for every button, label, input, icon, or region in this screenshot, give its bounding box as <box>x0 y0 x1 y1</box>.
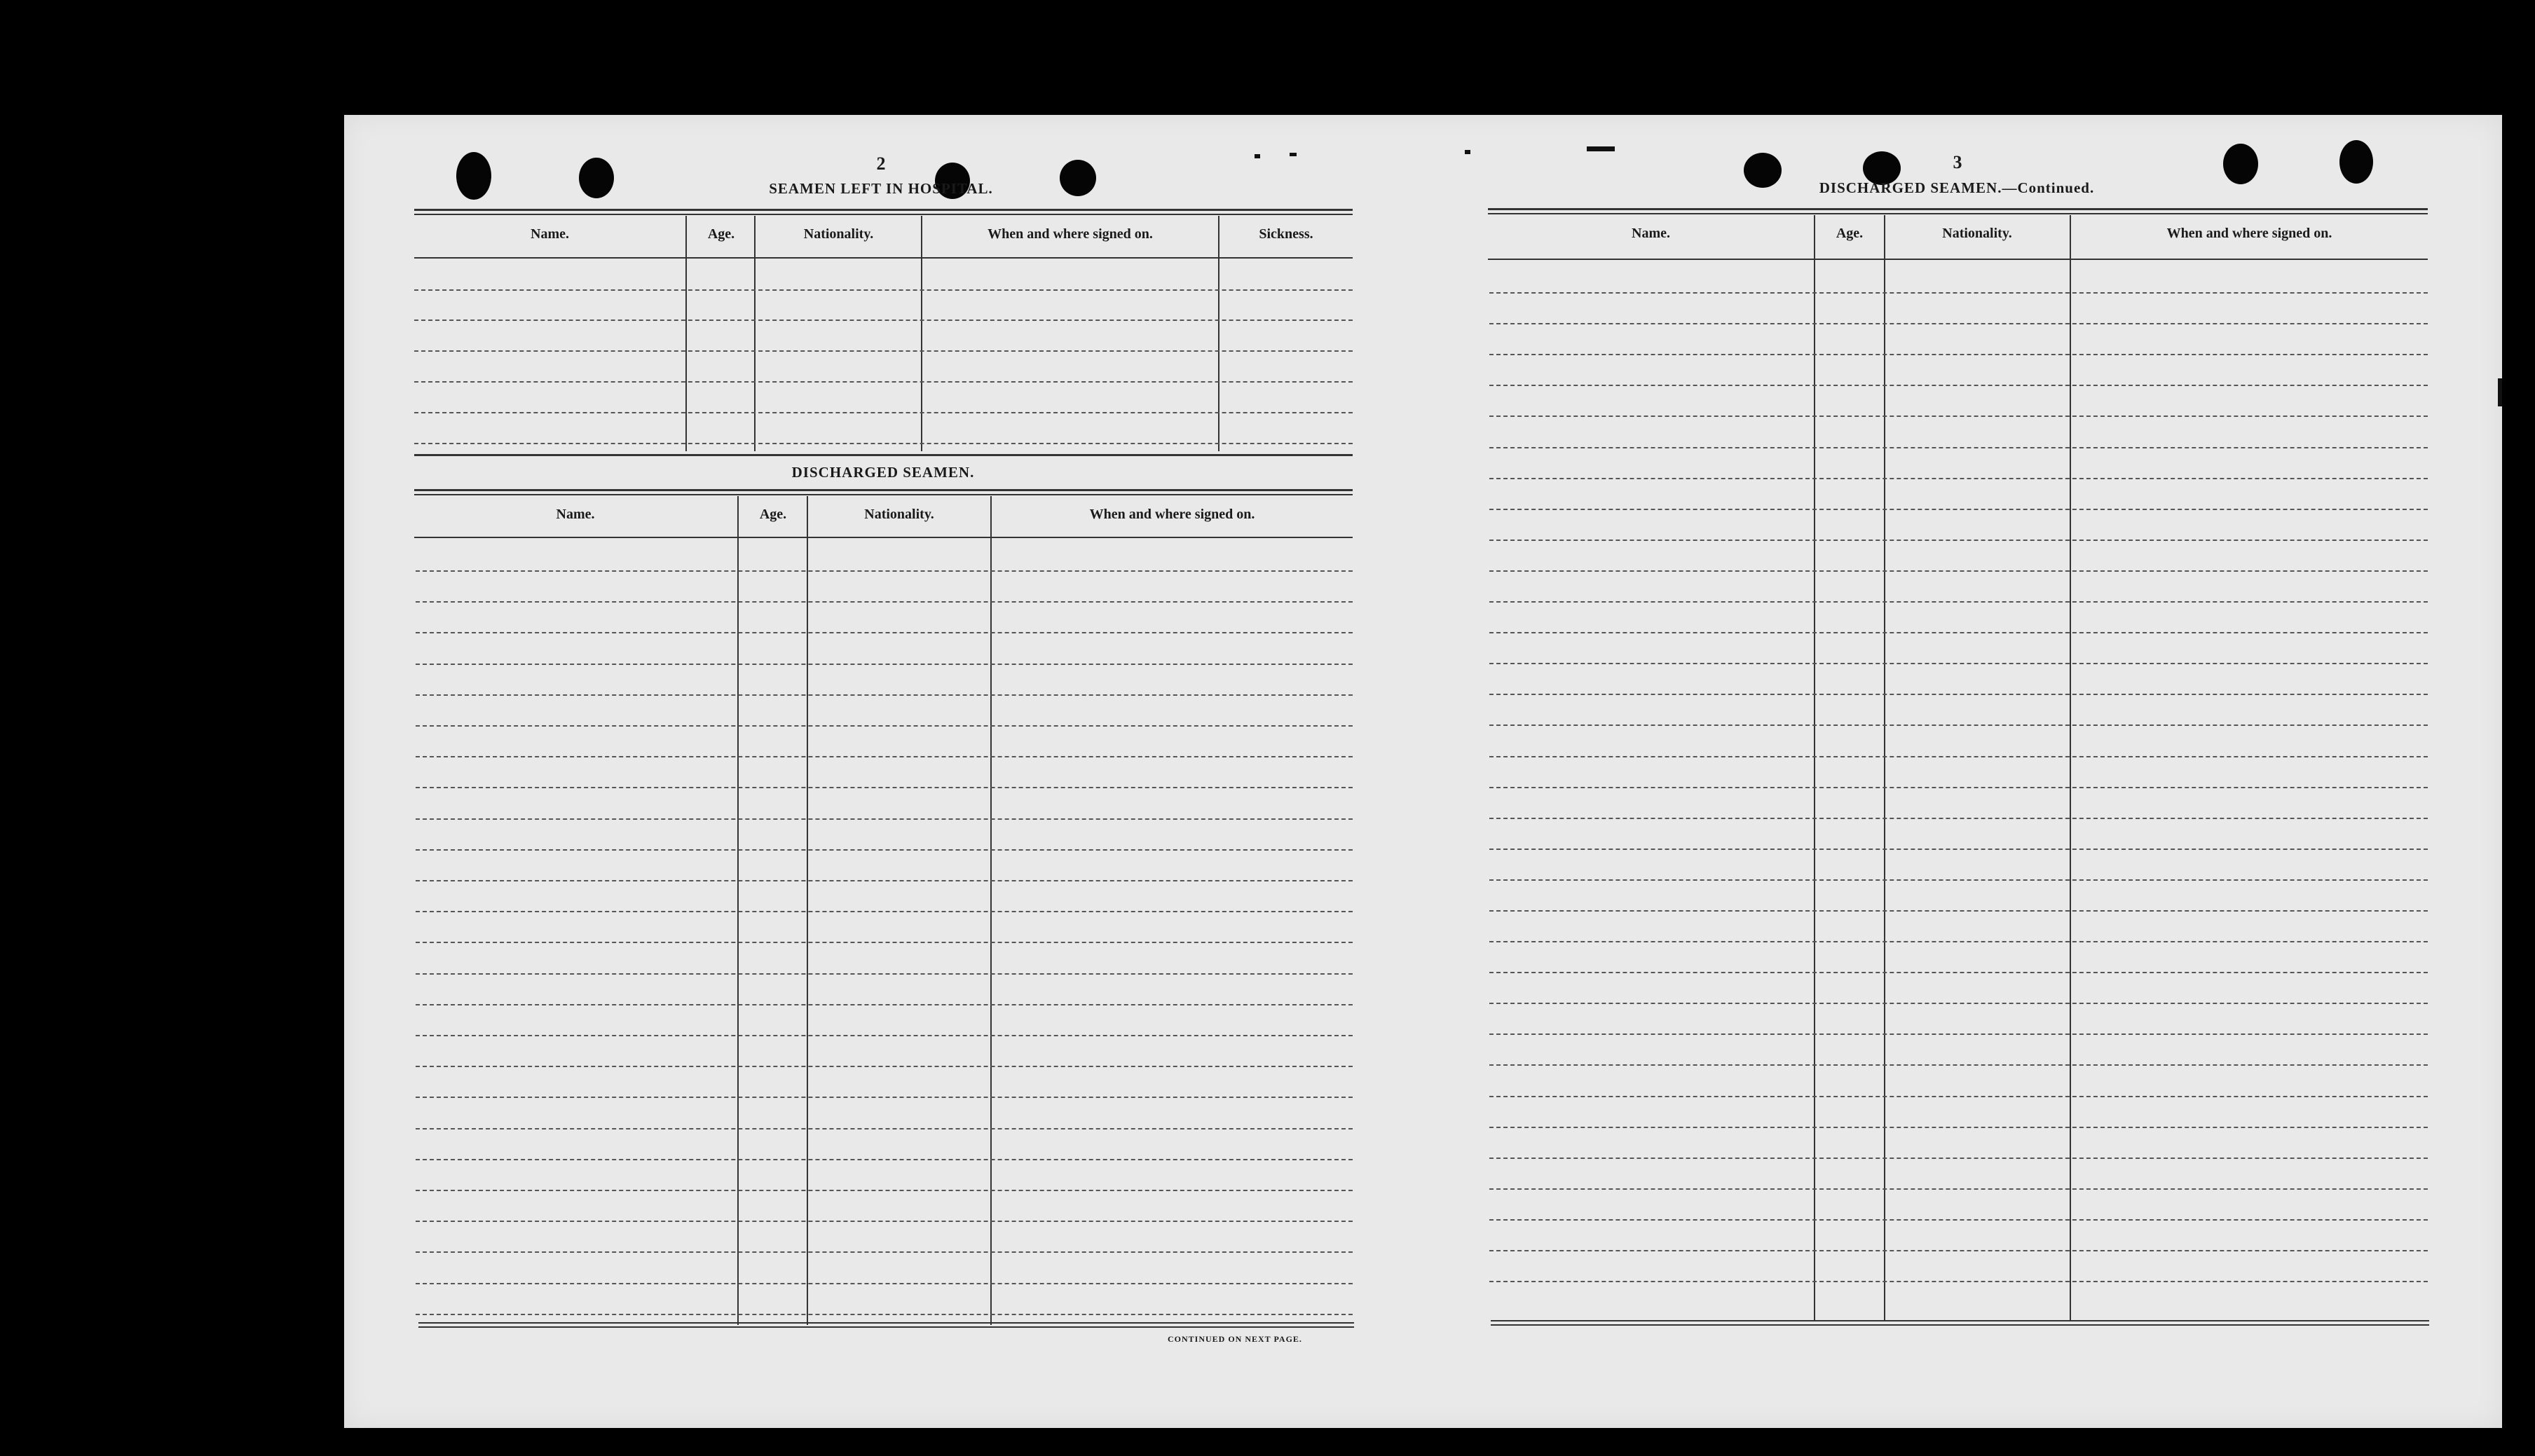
entry-line <box>1489 756 2428 757</box>
entry-line <box>1489 1250 2428 1251</box>
hospital-col-signed-on: When and where signed on. <box>988 226 1153 242</box>
entry-line <box>1489 1064 2428 1066</box>
ink-speck <box>1290 153 1297 156</box>
entry-line <box>416 1221 1353 1222</box>
right-col-age: Age. <box>1836 226 1864 241</box>
entry-line <box>1489 540 2428 541</box>
page-number-right: 3 <box>1953 152 1962 172</box>
page-number-left: 2 <box>876 153 886 174</box>
entry-line <box>1489 1127 2428 1128</box>
entry-line <box>416 942 1353 943</box>
entry-line <box>416 570 1353 572</box>
entry-line <box>1489 632 2428 633</box>
entry-line <box>416 601 1353 603</box>
ink-speck <box>1465 150 1470 154</box>
entry-line <box>1489 1219 2428 1221</box>
entry-line <box>416 1283 1353 1284</box>
entry-line <box>1489 787 2428 788</box>
entry-line <box>1489 1188 2428 1190</box>
discharged-section-title: DISCHARGED SEAMEN. <box>791 464 975 481</box>
rule <box>1491 1324 2429 1326</box>
entry-line <box>416 1097 1353 1098</box>
rule <box>414 489 1353 491</box>
header-rule <box>1488 259 2428 260</box>
entry-line <box>416 849 1353 851</box>
hospital-col-sickness: Sickness. <box>1259 226 1313 242</box>
entry-line <box>416 632 1353 633</box>
entry-line <box>1489 1281 2428 1282</box>
entry-line <box>1489 323 2428 324</box>
entry-line <box>416 973 1353 975</box>
rule <box>414 214 1353 215</box>
right-col-signed-on: When and where signed on. <box>2166 226 2332 241</box>
entry-line <box>414 350 1353 352</box>
entry-line <box>1489 910 2428 912</box>
punch-hole <box>2339 140 2373 184</box>
entry-line <box>1489 1033 2428 1035</box>
rule <box>414 494 1353 495</box>
entry-line <box>416 787 1353 788</box>
entry-line <box>1489 1158 2428 1159</box>
entry-line <box>416 1314 1353 1315</box>
continued-note: CONTINUED ON NEXT PAGE. <box>1168 1334 1302 1344</box>
column-divider <box>2070 215 2071 1321</box>
entry-line <box>1489 1003 2428 1004</box>
entry-line <box>1489 972 2428 973</box>
document-sheet <box>344 115 2502 1428</box>
entry-line <box>414 412 1353 413</box>
entry-line <box>1489 941 2428 942</box>
entry-line <box>414 289 1353 291</box>
entry-line <box>416 1004 1353 1005</box>
entry-line <box>1489 1096 2428 1097</box>
ink-speck <box>1587 146 1615 151</box>
column-divider <box>1814 215 1815 1321</box>
right-col-name: Name. <box>1632 226 1670 241</box>
header-rule <box>414 537 1353 538</box>
entry-line <box>1489 292 2428 294</box>
entry-line <box>416 664 1353 665</box>
rule <box>1488 213 2428 214</box>
entry-line <box>1489 601 2428 603</box>
entry-line <box>416 1128 1353 1129</box>
entry-line <box>1489 818 2428 819</box>
hospital-col-name: Name. <box>531 226 569 242</box>
column-divider <box>685 216 687 451</box>
punch-hole <box>456 152 491 200</box>
discharged-continued-title: DISCHARGED SEAMEN.—Continued. <box>1819 179 2095 196</box>
entry-line <box>1489 663 2428 664</box>
column-divider <box>754 216 756 451</box>
entry-line <box>416 1159 1353 1160</box>
entry-line <box>1489 724 2428 726</box>
hospital-col-nationality: Nationality. <box>803 226 874 242</box>
rule <box>414 209 1353 211</box>
entry-line <box>416 1066 1353 1067</box>
punch-hole <box>579 158 614 198</box>
entry-line <box>416 756 1353 757</box>
rule <box>414 454 1353 456</box>
entry-line <box>1489 879 2428 881</box>
entry-line <box>416 1035 1353 1036</box>
rule <box>1491 1320 2429 1321</box>
rule <box>418 1326 1354 1328</box>
entry-line <box>1489 354 2428 355</box>
entry-line <box>414 381 1353 383</box>
header-rule <box>414 257 1353 259</box>
rule <box>1488 208 2428 210</box>
discharged-col-age: Age. <box>759 507 787 522</box>
punch-hole <box>1744 153 1782 188</box>
entry-line <box>1489 849 2428 850</box>
punch-hole <box>2223 144 2258 184</box>
ink-speck <box>2498 378 2502 406</box>
hospital-section-title: SEAMEN LEFT IN HOSPITAL. <box>769 180 993 197</box>
punch-hole <box>1060 160 1096 196</box>
entry-line <box>1489 509 2428 510</box>
column-divider <box>1884 215 1885 1321</box>
ink-speck <box>1255 154 1260 158</box>
entry-line <box>416 911 1353 912</box>
entry-line <box>414 443 1353 444</box>
entry-line <box>1489 385 2428 386</box>
discharged-col-name: Name. <box>556 507 595 522</box>
column-divider <box>1218 216 1219 451</box>
entry-line <box>1489 694 2428 695</box>
entry-line <box>416 880 1353 881</box>
column-divider <box>921 216 922 451</box>
entry-line <box>1489 415 2428 417</box>
entry-line <box>416 818 1353 820</box>
entry-line <box>416 1251 1353 1253</box>
entry-line <box>416 694 1353 696</box>
entry-line <box>414 320 1353 321</box>
discharged-col-signed-on: When and where signed on. <box>1089 507 1255 522</box>
right-col-nationality: Nationality. <box>1942 226 2012 241</box>
entry-line <box>1489 570 2428 572</box>
entry-line <box>416 1190 1353 1191</box>
discharged-col-nationality: Nationality. <box>864 507 934 522</box>
hospital-col-age: Age. <box>707 226 735 242</box>
entry-line <box>416 725 1353 727</box>
entry-line <box>1489 478 2428 479</box>
rule <box>418 1322 1354 1324</box>
entry-line <box>1489 447 2428 448</box>
